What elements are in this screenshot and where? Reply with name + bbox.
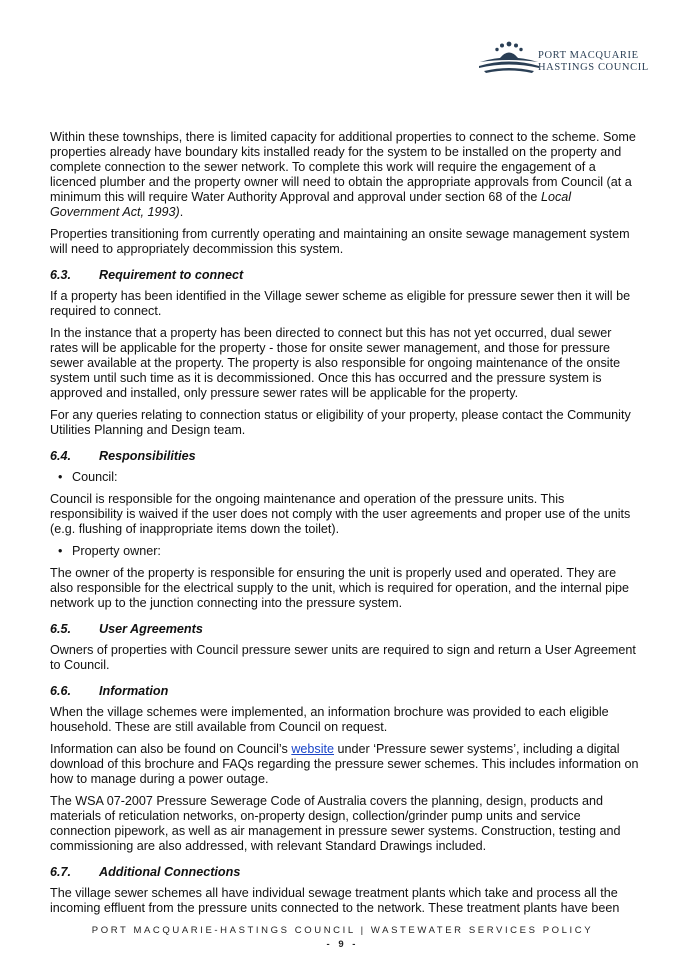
- section-heading-6-4: 6.4. Responsibilities: [50, 449, 196, 463]
- paragraph: When the village schemes were implemented, an information brochure was provided to each eligible household. These are still available from Council on request.: [50, 705, 609, 734]
- paragraph: The village sewer schemes all have individual sewage treatment plants which take and process all the incoming effluent from the pressure units connected to the network. These treatment plants have been: [50, 886, 620, 915]
- council-name-line1: PORT MACQUARIE: [538, 50, 639, 61]
- paragraph: The owner of the property is responsible for ensuring the unit is properly used and operated. They are also responsible for the electrical supply to the unit, which is required for operation, and the internal pipe network up to the junction connecting into the pressure system.: [50, 566, 629, 610]
- council-name: [538, 50, 649, 74]
- paragraph: Properties transitioning from currently operating and maintaining an onsite sewage management system will need to appropriately decommission this system.: [50, 227, 630, 256]
- section-heading-6-7: 6.7. Additional Connections: [50, 865, 241, 879]
- website-link[interactable]: website: [291, 742, 335, 756]
- page-footer: PORT MACQUARIE-HASTINGS COUNCIL | WASTEWATER SERVICES POLICY: [91, 925, 594, 936]
- document-body: [50, 130, 640, 923]
- section-heading-6-5: 6.5. User Agreements: [50, 622, 203, 636]
- paragraph: The WSA 07-2007 Pressure Sewerage Code of Australia covers the planning, design, products and materials of reticulation networks, on-property design, collection/grinder pump units and service connection pipework, as well as air management in pressure sewer systems. Construction, testing and commissioning are also addressed, with relevant Standard Drawings included.: [50, 794, 621, 853]
- paragraph: For any queries relating to connection status or eligibility of your property, please contact the Community Utilities Planning and Design team.: [50, 408, 631, 437]
- section-heading-6-3: 6.3. Requirement to connect: [50, 268, 244, 282]
- paragraph: Information can also be found on Council’s website under ‘Pressure sewer systems’, including a digital download of this brochure and FAQs regarding the pressure sewer schemes. This includes information on how to manage during a power outage.: [50, 742, 639, 786]
- paragraph: Within these townships, there is limited capacity for additional properties to connect to the scheme. Some properties already have boundary kits installed ready for the system to be installed on the property and complete connection to the sewer network. To complete this work will require the engagement of a licenced plumber and the property owner will need to obtain the appropriate approvals from Council (at a minimum this will require Water Authority Approval and approval under section 68 of the Local Government Act, 1993).: [50, 130, 636, 219]
- paragraph: Owners of properties with Council pressure sewer units are required to sign and return a User Agreement to Council.: [50, 643, 636, 672]
- council-name-line2: HASTINGS COUNCIL: [538, 62, 649, 73]
- paragraph: If a property has been identified in the Village sewer scheme as eligible for pressure sewer then it will be required to connect.: [50, 289, 631, 318]
- paragraph: In the instance that a property has been directed to connect but this has not yet occurred, dual sewer rates will be applicable for the property - those for onsite sewer management, and those for pressure sewer available at the property. The property is also responsible for ongoing maintenance of the onsite system until such time as it is decommissioned. Once this has occurred and the pressure system is approved and installed, only pressure sewer rates will be applicable for the property.: [50, 326, 621, 400]
- paragraph: Council is responsible for the ongoing maintenance and operation of the pressure units. This responsibility is waived if the user does not comply with the user agreements and proper use of the units (e.g. flushing of inappropriate items down the toilet).: [50, 492, 631, 536]
- list-item: • Property owner:: [50, 544, 640, 559]
- page-number: - 9 -: [326, 939, 359, 950]
- list-item: • Council:: [50, 470, 640, 485]
- section-heading-6-6: 6.6. Information: [50, 684, 169, 698]
